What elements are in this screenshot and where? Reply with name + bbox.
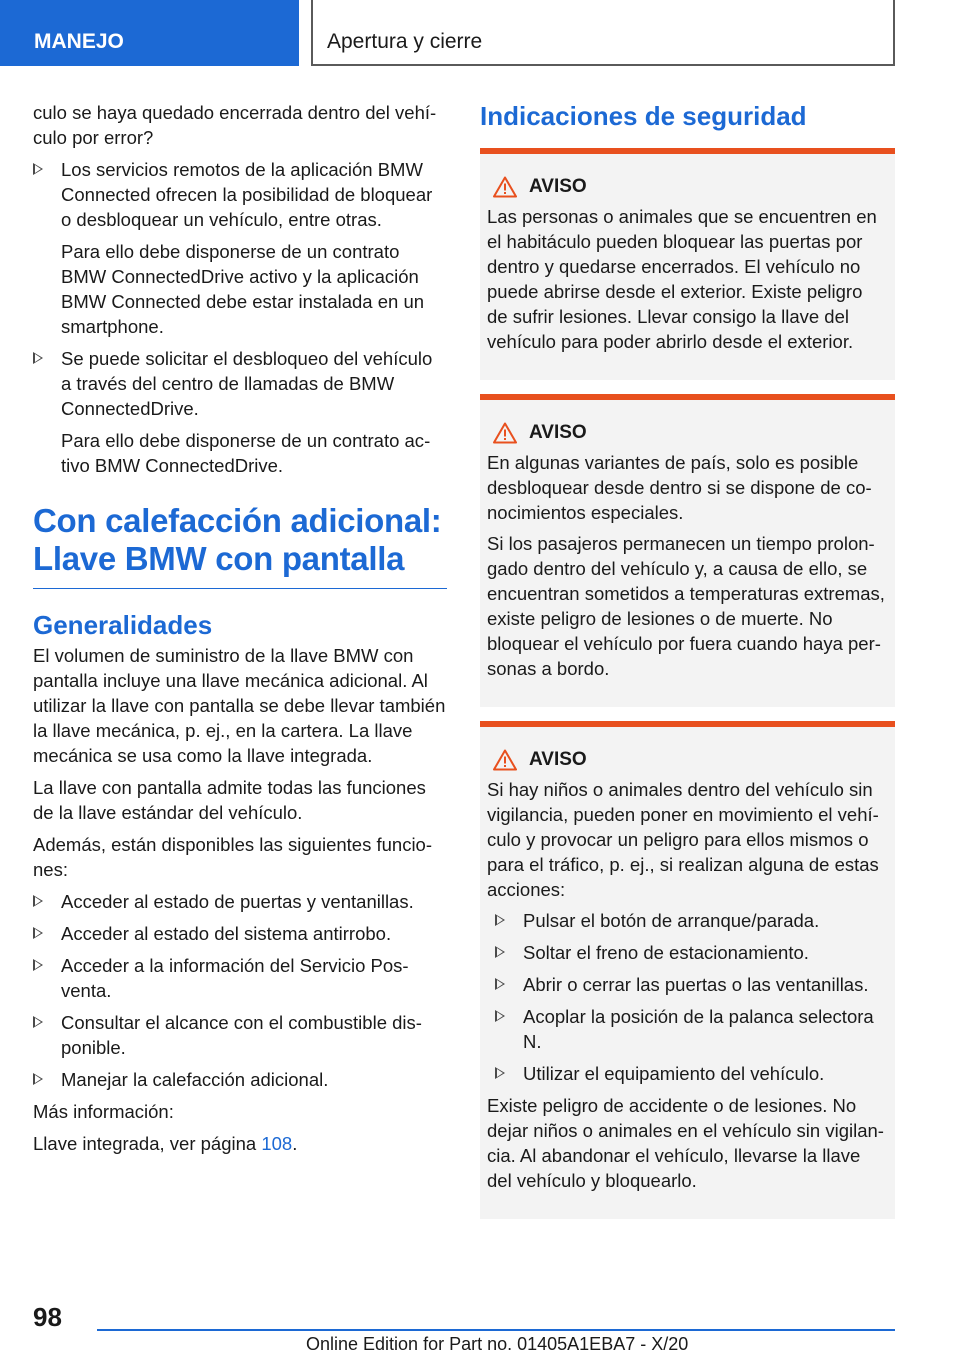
warning-text: Si los pasajeros permanecen un tiempo prolongado dentro del vehículo y, a causa de ello, se encuentran sometidos a temperaturas extremas, existe peligro de lesiones o de muerte. No bloquear el vehículo por fuera cuando haya personas a bordo. [487,533,885,679]
section-tab[interactable]: MANEJO [0,0,299,66]
list-item: Pulsar el botón de arranque/parada. [495,908,887,933]
warning-text: Las personas o animales que se encuentren en el habitáculo pueden bloquear las puertas por dentro y quedarse encerrados. El vehículo no puede abrirse desde el exterior. Existe peligro de sufrir lesiones. Llevar consigo la llave del vehículo para poder abrirlo desde el exterior. [487,206,877,352]
warning-box [480,148,895,380]
cross-reference: Llave integrada, ver página 108. [33,1133,298,1154]
bullet-triangle-icon [33,959,43,971]
warning-label: AVISO [529,422,587,443]
list-item-note: Para ello debe disponerse de un contrato activo BMW ConnectedDrive. [61,430,431,476]
warning-triangle-icon [493,176,517,198]
list-item: Se puede solicitar el desbloqueo del vehículo a través del centro de llamadas de BMW ConnectedDrive. [33,346,447,421]
bullet-triangle-icon [495,914,505,926]
bullet-triangle-icon [495,1010,505,1022]
bullet-triangle-icon [495,1067,505,1079]
intro-continuation: culo se haya quedado encerrada dentro del vehículo por error? [33,102,437,148]
paragraph: Además, están disponibles las siguientes funciones: [33,834,433,880]
paragraph: La llave con pantalla admite todas las funciones de la llave estándar del vehículo. [33,777,426,823]
warning-box [480,721,895,1219]
warning-triangle-icon [493,749,517,771]
bullet-triangle-icon [33,1016,43,1028]
list-item: Soltar el freno de estacionamiento. [495,940,887,965]
warning-text: Si hay niños o animales dentro del vehículo sin vigilancia, pueden poner en movimiento el vehículo y provocar un peligro para ellos mismos o para el tráfico, p. ej., si realizan alguna de estas acciones: [487,779,879,900]
warning-text: En algunas variantes de país, solo es posible desbloquear desde dentro si se dispone de conocimientos especiales. [487,452,872,523]
safety-heading: Indicaciones de seguridad [480,101,807,131]
bullet-triangle-icon [33,352,43,364]
list-item: Acceder al estado de puertas y ventanillas. [33,889,447,914]
bullet-triangle-icon [495,946,505,958]
list-item: Acceder al estado del sistema antirrobo. [33,921,447,946]
subsection-heading: Generalidades [33,610,213,640]
list-item: Consultar el alcance con el combustible disponible. [33,1010,447,1060]
list-item: Abrir o cerrar las puertas o las ventanillas. [495,972,887,997]
more-info-label: Más información: [33,1101,174,1122]
right-column [480,100,895,1233]
warning-label: AVISO [529,749,587,770]
footer-divider [97,1329,895,1331]
list-item: Acoplar la posición de la palanca selectora N. [495,1004,887,1054]
bullet-triangle-icon [33,163,43,175]
section-heading: Con calefacción adicional: Llave BMW con pantalla [33,502,447,589]
bullet-triangle-icon [33,895,43,907]
bullet-triangle-icon [33,927,43,939]
list-item: Los servicios remotos de la aplicación BMW Connected ofrecen la posibilidad de bloquear o desbloquear un vehículo, entre otras. [33,157,447,232]
bullet-triangle-icon [495,978,505,990]
page-link[interactable]: 108 [261,1133,293,1154]
chapter-title: Apertura y cierre [311,0,895,66]
warning-label: AVISO [529,176,587,197]
list-item: Acceder a la información del Servicio Posventa. [33,953,447,1003]
list-item: Manejar la calefacción adicional. [33,1067,447,1092]
warning-triangle-icon [493,422,517,444]
list-item: Utilizar el equipamiento del vehículo. [495,1061,887,1086]
warning-text: Existe peligro de accidente o de lesiones. No dejar niños o animales en el vehículo sin vigilancia. Al abandonar el vehículo, llevarse la llave del vehículo y bloquearlo. [487,1095,884,1191]
left-column [33,100,447,1163]
page-number: 98 [33,1302,62,1332]
edition-note: Online Edition for Part no. 01405A1EBA7 - X/20 [306,1334,689,1354]
list-item-note: Para ello debe disponerse de un contrato BMW ConnectedDrive activo y la aplicación BMW Connected debe estar instalada en un smartphone. [61,241,425,337]
bullet-triangle-icon [33,1073,43,1085]
warning-box [480,394,895,707]
paragraph: El volumen de suministro de la llave BMW con pantalla incluye una llave mecánica adicional. Al utilizar la llave con pantalla se debe llevar también la llave mecánica, p. ej., en la cartera. La llave mecánica se usa como la llave integrada. [33,645,446,766]
page-header [0,0,960,66]
